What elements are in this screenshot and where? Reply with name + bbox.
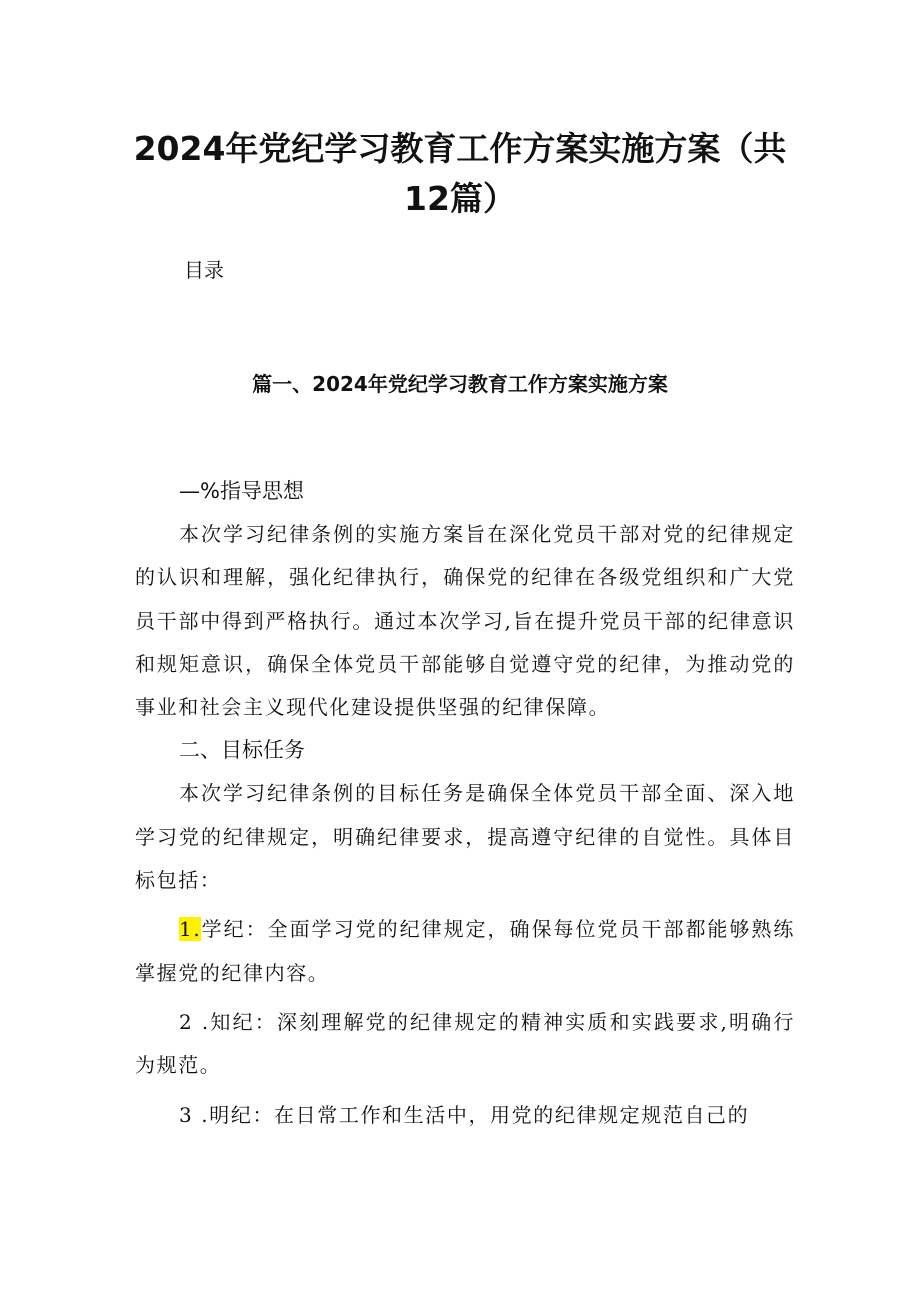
list-item	[135, 1094, 795, 1137]
list-item-number: 3 .	[179, 1102, 210, 1127]
document-body	[135, 470, 795, 1137]
section-paragraph-guiding-thought: 本次学习纪律条例的实施方案旨在深化党员干部对党的纪律规定的认识和理解，强化纪律执行，确保党的纪律在各级党组织和广大党员干部中得到严格执行。通过本次学习,旨在提升党员干部的纪律意识和规矩意识，确保全体党员干部能够自觉遵守党的纪律，为推动党的事业和社会主义现代化建设提供坚强的纪律保障。	[135, 522, 795, 720]
chapter-title: 篇一、2024年党纪学习教育工作方案实施方案	[252, 372, 668, 396]
list-item-number: 2 .	[179, 1009, 210, 1034]
section-heading-goals: 二、目标任务	[179, 738, 305, 763]
highlighted-item-number: 1.	[179, 917, 202, 942]
section-heading-guiding-thought: —%指导思想	[179, 479, 304, 503]
list-item	[135, 908, 795, 995]
list-item-text: 明纪：在日常工作和生活中，用党的纪律规定规范自己的	[209, 1102, 750, 1127]
list-item-text: 知纪：深刻理解党的纪律规定的精神实质和实践要求,明确行为规范。	[135, 1009, 795, 1078]
list-item-text: 学纪：全面学习党的纪律规定，确保每位党员干部都能够熟练掌握党的纪律内容。	[135, 917, 795, 985]
document-title: 2024年党纪学习教育工作方案实施方案（共12篇）	[133, 129, 787, 218]
section-paragraph-goals: 本次学习纪律条例的目标任务是确保全体党员干部全面、深入地学习党的纪律规定，明确纪律要求，提高遵守纪律的自觉性。具体目标包括：	[135, 781, 795, 893]
toc-label: 目录	[184, 258, 224, 282]
list-item	[135, 1001, 795, 1088]
